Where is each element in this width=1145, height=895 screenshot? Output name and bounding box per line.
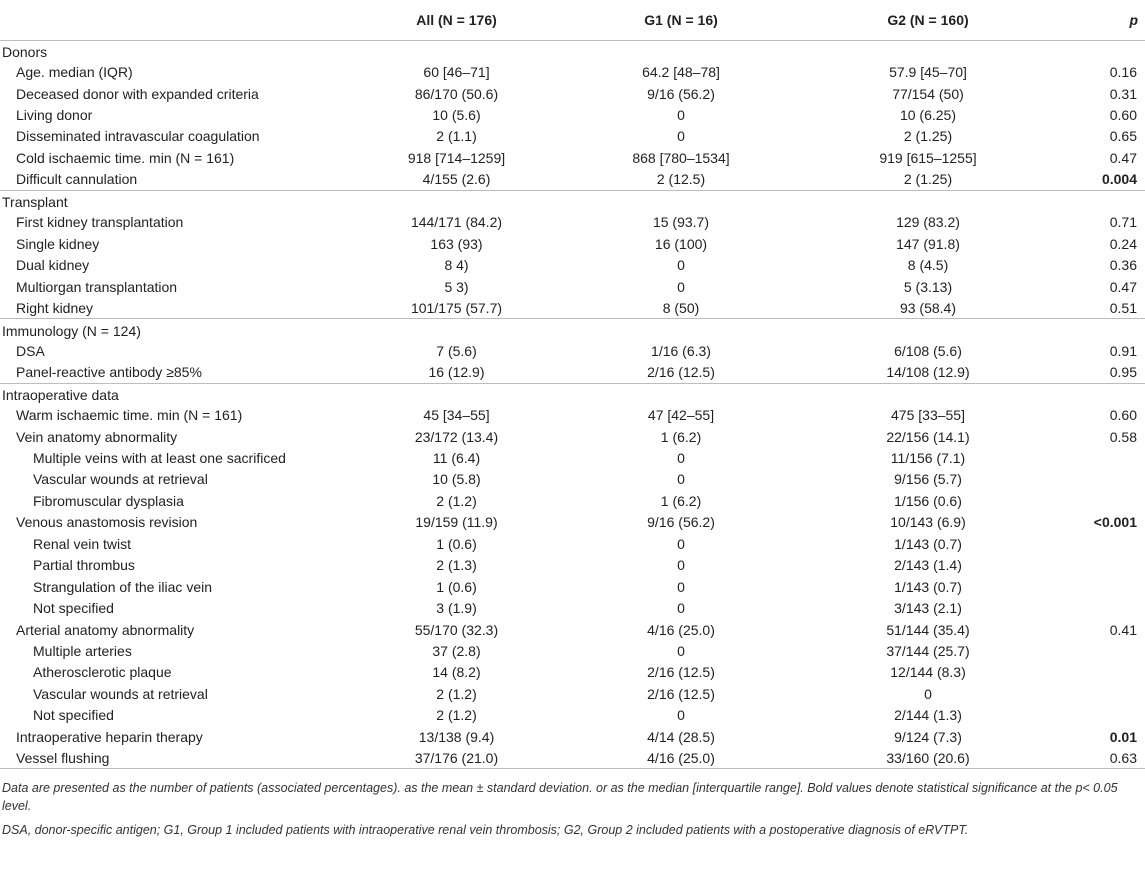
table-row: [0, 683, 1145, 704]
table-row: [0, 83, 1145, 104]
cell-all: [345, 319, 568, 340]
row-label: Vascular wounds at retrieval: [33, 471, 208, 488]
cell-p-value: 0.41: [1109, 621, 1137, 638]
cell-p-value: 0.95: [1109, 364, 1137, 381]
cell-p-value: [1062, 383, 1145, 404]
cell-p-value: 0.36: [1109, 257, 1137, 274]
row-label: Not specified: [33, 600, 114, 617]
row-label: First kidney transplantation: [16, 214, 184, 231]
cell-p-value: 0.71: [1109, 214, 1137, 231]
cell-g2: [794, 40, 1062, 61]
cell-g1: 0: [677, 578, 685, 595]
cell-all: 163 (93): [430, 235, 483, 252]
cell-g1: 15 (93.7): [652, 214, 710, 231]
cell-g2: 1/156 (0.6): [894, 492, 962, 509]
cell-g1: 16 (100): [654, 235, 708, 252]
header-g2: G2 (N = 160): [794, 0, 1062, 40]
cell-g2: 93 (58.4): [899, 299, 957, 316]
cell-g1: 0: [677, 450, 685, 467]
table-row: [0, 61, 1145, 82]
section-row: [0, 383, 1145, 404]
cell-g2: 147 (91.8): [896, 235, 960, 252]
table-row: [0, 576, 1145, 597]
row-label: Vein anatomy abnormality: [16, 428, 178, 445]
cell-p-value: 0.63: [1062, 747, 1145, 768]
table-row: [0, 447, 1145, 468]
row-label: Atherosclerotic plaque: [33, 664, 172, 681]
cell-p-value: 0.58: [1109, 428, 1137, 445]
cell-g2: 2/143 (1.4): [894, 557, 962, 574]
cell-g2: 57.9 [45–70]: [889, 64, 967, 81]
section-row: [0, 319, 1145, 340]
footnote-data-presentation: Data are presented as the number of patients (associated percentages). as the mean ± standard deviation. or as the median [interquartile range]. Bold values denote statistical significance at the p< 0.05 level.: [2, 781, 1118, 814]
table-row: [0, 362, 1145, 383]
cell-g2: 37/144 (25.7): [886, 642, 970, 659]
cell-all: 2 (1.2): [436, 707, 477, 724]
cell-g1: 0: [677, 471, 685, 488]
cell-all: 2 (1.2): [436, 492, 477, 509]
cell-g2: [794, 383, 1062, 404]
cell-g2: 10 (6.25): [899, 107, 957, 124]
footnote-abbreviations: DSA, donor-specific antigen; G1, Group 1 included patients with intraoperative renal vein thrombosis; G2, Group 2 included patients with a postoperative diagnosis of eRVTPT.: [2, 823, 969, 838]
row-label: Multiorgan transplantation: [16, 278, 178, 295]
cell-p-value: 0.65: [1109, 128, 1137, 145]
cell-g2: 11/156 (7.1): [890, 450, 966, 467]
cell-g1: 2/16 (12.5): [647, 664, 715, 681]
cell-g1: [568, 40, 794, 61]
cell-p-value: [1062, 533, 1145, 554]
cell-g1: 0: [677, 257, 685, 274]
table-row: [0, 147, 1145, 168]
row-label: Not specified: [33, 707, 114, 724]
section-heading: Transplant: [0, 190, 345, 211]
table-row: [0, 276, 1145, 297]
cell-g2: 1/143 (0.7): [894, 535, 962, 552]
cell-all: [345, 383, 568, 404]
table-row: [0, 490, 1145, 511]
cell-g2: 12/144 (8.3): [890, 664, 966, 681]
cell-all: 4/155 (2.6): [422, 171, 491, 188]
cell-p-value: [1062, 447, 1145, 468]
cell-p-value: 0.16: [1109, 64, 1137, 81]
cell-p-value: 0.004: [1101, 171, 1137, 188]
cell-all: 144/171 (84.2): [410, 214, 503, 231]
cell-g1: 8 (50): [662, 299, 700, 316]
table-row: [0, 555, 1145, 576]
row-label: Partial thrombus: [33, 557, 135, 574]
table-row: [0, 597, 1145, 618]
cell-p-value: 0.91: [1109, 342, 1137, 359]
header-p-value: p: [1062, 0, 1145, 40]
cell-g2: 2 (1.25): [903, 171, 953, 188]
table-row: [0, 297, 1145, 318]
cell-all: 2 (1.2): [436, 685, 477, 702]
cell-g1: 0: [677, 707, 685, 724]
cell-g2: [794, 190, 1062, 211]
table-row: [0, 747, 1145, 768]
cell-p-value: [1062, 597, 1145, 618]
cell-g1: [568, 319, 794, 340]
cell-p-value: [1062, 555, 1145, 576]
cell-p-value: 0.60: [1109, 407, 1137, 424]
table-row: [0, 340, 1145, 361]
table-row: [0, 705, 1145, 726]
cell-all: 60 [46–71]: [423, 64, 490, 81]
cell-all: 10 (5.6): [432, 107, 481, 124]
cell-p-value: 0.47: [1109, 149, 1137, 166]
cell-all: 101/175 (57.7): [410, 299, 503, 316]
cell-g2: 77/154 (50): [892, 85, 964, 102]
table-row: [0, 726, 1145, 747]
cell-all: 5 3): [444, 278, 469, 295]
cell-g2: 6/108 (5.6): [894, 342, 962, 359]
cell-g1: 47 [42–55]: [647, 407, 715, 424]
row-label: Venous anastomosis revision: [16, 514, 198, 531]
row-label: Warm ischaemic time. min (N = 161): [16, 407, 243, 424]
cell-g2: 9/156 (5.7): [894, 471, 962, 488]
row-label: Age. median (IQR): [16, 64, 133, 81]
cell-g1: 2 (12.5): [656, 171, 706, 188]
cell-all: 16 (12.9): [428, 364, 485, 381]
cell-all: 2 (1.1): [436, 128, 477, 145]
cell-g2: 22/156 (14.1): [886, 428, 970, 445]
cell-all: 11 (6.4): [432, 450, 481, 467]
cell-g1: 0: [677, 278, 685, 295]
cell-p-value: [1062, 705, 1145, 726]
row-label: Fibromuscular dysplasia: [33, 492, 184, 509]
cell-p-value: 0.47: [1109, 278, 1137, 295]
cell-g2: 2 (1.25): [903, 128, 953, 145]
table-row: [0, 469, 1145, 490]
cell-p-value: [1062, 662, 1145, 683]
cell-all: 3 (1.9): [436, 600, 477, 617]
cell-g2: 919 [615–1255]: [879, 149, 977, 166]
cell-g1: 0: [677, 600, 685, 617]
cell-p-value: [1062, 683, 1145, 704]
cell-all: 10 (5.8): [432, 471, 481, 488]
table-row: [0, 233, 1145, 254]
cell-p-value: <0.001: [1093, 514, 1137, 531]
cell-g1: 0: [677, 642, 685, 659]
cell-g1: 0: [677, 535, 685, 552]
cell-p-value: [1062, 319, 1145, 340]
cell-all: 45 [34–55]: [423, 407, 490, 424]
section-heading: Donors: [2, 43, 48, 60]
table-row: [0, 404, 1145, 425]
cell-g2: 2/144 (1.3): [894, 707, 962, 724]
row-label: Difficult cannulation: [16, 171, 138, 188]
cell-all: 37 (2.8): [432, 642, 481, 659]
cell-all: 23/172 (13.4): [414, 428, 499, 445]
row-label: Intraoperative heparin therapy: [16, 728, 203, 745]
table-row: [0, 426, 1145, 447]
row-label: Strangulation of the iliac vein: [33, 578, 212, 595]
cell-g1: 1 (6.2): [660, 492, 702, 509]
row-label: DSA: [16, 342, 45, 359]
table-row: [0, 104, 1145, 125]
row-label: Vessel flushing: [0, 747, 345, 768]
cell-p-value: [1062, 576, 1145, 597]
cell-g2: 8 (4.5): [907, 257, 949, 274]
table-row: [0, 254, 1145, 275]
row-label: Panel-reactive antibody ≥85%: [16, 364, 202, 381]
row-label: Right kidney: [16, 299, 94, 316]
cell-g2: 129 (83.2): [896, 214, 960, 231]
table-row: [0, 169, 1145, 190]
cell-all: 1 (0.6): [436, 578, 477, 595]
cell-all: 19/159 (11.9): [415, 514, 498, 531]
cell-all: 8 4): [444, 257, 469, 274]
cell-g2: 1/143 (0.7): [894, 578, 962, 595]
table-row: [0, 126, 1145, 147]
cell-g2: 3/143 (2.1): [894, 600, 962, 617]
cell-all: [345, 40, 568, 61]
cell-p-value: 0.51: [1109, 299, 1137, 316]
cell-all: 1 (0.6): [436, 535, 477, 552]
cell-g1: [568, 190, 794, 211]
row-label: Disseminated intravascular coagulation: [16, 128, 260, 145]
cell-g1: 4/16 (25.0): [647, 621, 715, 638]
cell-g1: 4/16 (25.0): [568, 747, 794, 768]
row-label: Single kidney: [16, 235, 100, 252]
row-label: Vascular wounds at retrieval: [33, 685, 208, 702]
table-header: [0, 0, 1145, 40]
cell-p-value: 0.31: [1109, 85, 1137, 102]
cell-p-value: [1062, 190, 1145, 211]
cell-all: 7 (5.6): [436, 342, 477, 359]
cell-p-value: 0.24: [1109, 235, 1137, 252]
row-label: Dual kidney: [16, 257, 90, 274]
cell-all: 14 (8.2): [432, 664, 481, 681]
row-label: Multiple veins with at least one sacrificed: [33, 450, 286, 467]
cell-all: 37/176 (21.0): [345, 747, 568, 768]
cell-all: 86/170 (50.6): [414, 85, 499, 102]
cell-g2: 5 (3.13): [903, 278, 953, 295]
header-all: All (N = 176): [345, 0, 568, 40]
header-label-column: [0, 0, 345, 40]
row-label: Multiple arteries: [33, 642, 132, 659]
cell-p-value: [1062, 469, 1145, 490]
cell-all: 2 (1.3): [436, 557, 477, 574]
cell-g1: 0: [677, 107, 685, 124]
section-heading: Intraoperative data: [0, 383, 345, 404]
row-label: Living donor: [16, 107, 93, 124]
cell-g2: 51/144 (35.4): [886, 621, 970, 638]
cell-g1: 0: [677, 128, 685, 145]
cell-p-value: [1062, 640, 1145, 661]
cell-all: 918 [714–1259]: [407, 149, 506, 166]
table-row: [0, 619, 1145, 640]
cell-g2: 33/160 (20.6): [794, 747, 1062, 768]
cell-g2: 0: [924, 685, 932, 702]
header-row: [0, 0, 1145, 40]
cell-p-value: 0.60: [1109, 107, 1137, 124]
cell-g1: 0: [677, 557, 685, 574]
cell-g2: 14/108 (12.9): [886, 364, 970, 381]
cell-g2: [794, 319, 1062, 340]
cell-g1: 1/16 (6.3): [651, 342, 711, 359]
cell-all: 13/138 (9.4): [418, 728, 495, 745]
cell-g1: 2/16 (12.5): [647, 685, 715, 702]
section-heading: Immunology (N = 124): [0, 319, 345, 340]
cell-p-value: [1062, 40, 1145, 61]
row-label: Cold ischaemic time. min (N = 161): [16, 149, 235, 166]
row-label: Deceased donor with expanded criteria: [16, 85, 259, 102]
cell-g1: 64.2 [48–78]: [642, 64, 720, 81]
table-footnotes: [0, 779, 1145, 839]
cell-g2: 9/124 (7.3): [894, 728, 962, 745]
cell-p-value: 0.01: [1109, 728, 1137, 745]
cell-all: 55/170 (32.3): [414, 621, 499, 638]
table-row: [0, 212, 1145, 233]
cell-g1: 4/14 (28.5): [647, 728, 715, 745]
cell-all: [345, 190, 568, 211]
table-body: [0, 40, 1145, 769]
section-row: [0, 190, 1145, 211]
header-g1: G1 (N = 16): [568, 0, 794, 40]
cell-g1: 2/16 (12.5): [647, 364, 715, 381]
cell-g1: 9/16 (56.2): [647, 514, 715, 531]
section-row: [0, 40, 1145, 61]
table-row: [0, 662, 1145, 683]
cell-g1: 9/16 (56.2): [647, 85, 715, 102]
table-row: [0, 533, 1145, 554]
table-row: [0, 640, 1145, 661]
table-row: [0, 512, 1145, 533]
cell-g1: [568, 383, 794, 404]
cell-g1: 1 (6.2): [660, 428, 702, 445]
cell-p-value: [1062, 490, 1145, 511]
cell-g2: 10/143 (6.9): [890, 514, 966, 531]
cell-g2: 475 [33–55]: [891, 407, 965, 424]
row-label: Renal vein twist: [33, 535, 132, 552]
row-label: Arterial anatomy abnormality: [16, 621, 195, 638]
cell-g1: 868 [780–1534]: [632, 149, 730, 166]
